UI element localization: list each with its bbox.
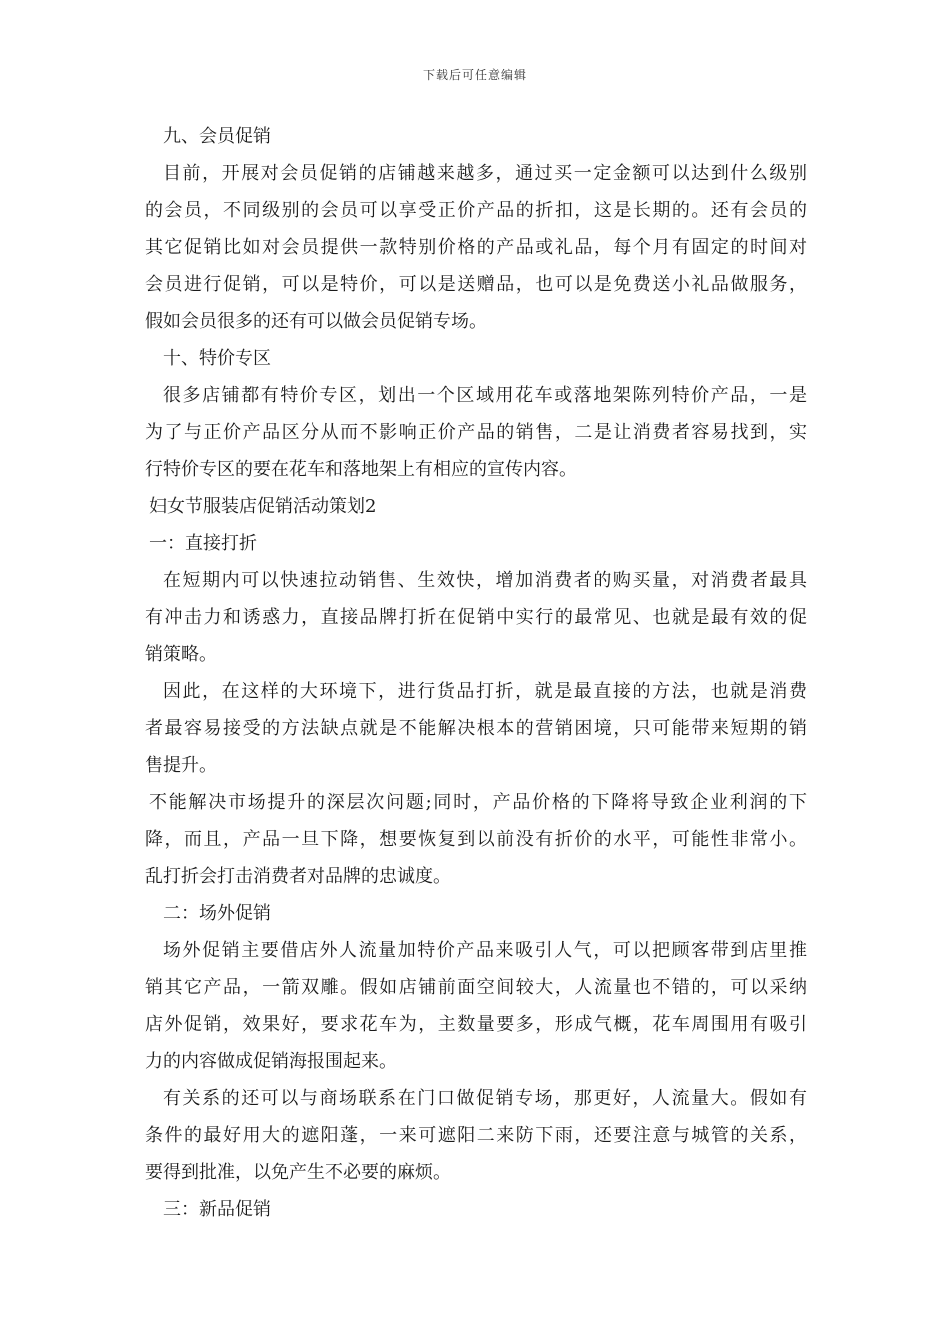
paragraph-line: 者最容易接受的方法缺点就是不能解决根本的营销困境，只可能带来短期的销	[145, 718, 807, 739]
section-heading-member-promotion: 九、会员促销	[163, 126, 271, 147]
paragraph-line: 很多店铺都有特价专区，划出一个区域用花车或落地架陈列特价产品，一是	[163, 385, 807, 406]
paragraph-line: 行特价专区的要在花车和落地架上有相应的宣传内容。	[145, 459, 577, 480]
paragraph-line: 力的内容做成促销海报围起来。	[145, 1051, 397, 1072]
section-heading-direct-discount: 一：直接打折	[149, 533, 257, 554]
section-heading-outdoor-promotion: 二：场外促销	[163, 903, 271, 924]
paragraph-line: 售提升。	[145, 755, 217, 776]
paragraph-line: 有冲击力和诱惑力，直接品牌打折在促销中实行的最常见、也就是最有效的促	[145, 607, 807, 628]
page-header: 下载后可任意编辑	[422, 68, 527, 82]
plan-title: 妇女节服装店促销活动策划2	[149, 496, 377, 517]
section-heading-new-product-promotion: 三：新品促销	[163, 1199, 271, 1220]
paragraph-line: 要得到批准，以免产生不必要的麻烦。	[145, 1162, 451, 1183]
paragraph-line: 有关系的还可以与商场联系在门口做促销专场，那更好，人流量大。假如有	[163, 1088, 807, 1109]
paragraph-line: 的会员，不同级别的会员可以享受正价产品的折扣，这是长期的。还有会员的	[145, 200, 807, 221]
paragraph-line: 店外促销，效果好，要求花车为，主数量要多，形成气概，花车周围用有吸引	[145, 1014, 807, 1035]
paragraph-line: 为了与正价产品区分从而不影响正价产品的销售，二是让消费者容易找到，实	[145, 422, 807, 443]
paragraph-line: 条件的最好用大的遮阳蓬，一来可遮阳二来防下雨，还要注意与城管的关系，	[145, 1125, 807, 1146]
paragraph-line: 会员进行促销，可以是特价，可以是送赠品，也可以是免费送小礼品做服务，	[145, 274, 807, 295]
paragraph-line: 因此，在这样的大环境下，进行货品打折，就是最直接的方法，也就是消费	[163, 681, 807, 702]
paragraph-discount-effects	[145, 673, 807, 784]
section-heading-special-price-zone: 十、特价专区	[163, 348, 271, 369]
paragraph-line: 销其它产品，一箭双雕。假如店铺前面空间较大，人流量也不错的，可以采纳	[145, 977, 807, 998]
paragraph-line: 乱打折会打击消费者对品牌的忠诚度。	[145, 866, 451, 887]
paragraph-line: 假如会员很多的还有可以做会员促销专场。	[145, 311, 487, 332]
paragraph-direct-discount	[145, 562, 807, 673]
paragraph-mall-promotion	[145, 1080, 807, 1191]
paragraph-line: 场外促销主要借店外人流量加特价产品来吸引人气，可以把顾客带到店里推	[163, 940, 807, 961]
paragraph-member-promotion	[145, 155, 807, 340]
paragraph-line: 降，而且，产品一旦下降，想要恢复到以前没有折价的水平，可能性非常小。	[145, 829, 807, 850]
paragraph-line: 目前，开展对会员促销的店铺越来越多，通过买一定金额可以达到什么级别	[163, 163, 807, 184]
document-body	[145, 118, 807, 1228]
paragraph-line: 不能解决市场提升的深层次问题;同时，产品价格的下降将导致企业利润的下	[149, 792, 807, 813]
paragraph-discount-drawbacks	[145, 784, 807, 895]
paragraph-special-price-zone	[145, 377, 807, 488]
paragraph-line: 销策略。	[145, 644, 217, 665]
paragraph-line: 在短期内可以快速拉动销售、生效快，增加消费者的购买量，对消费者最具	[163, 570, 807, 591]
paragraph-outdoor-promotion	[145, 932, 807, 1080]
paragraph-line: 其它促销比如对会员提供一款特别价格的产品或礼品，每个月有固定的时间对	[145, 237, 807, 258]
